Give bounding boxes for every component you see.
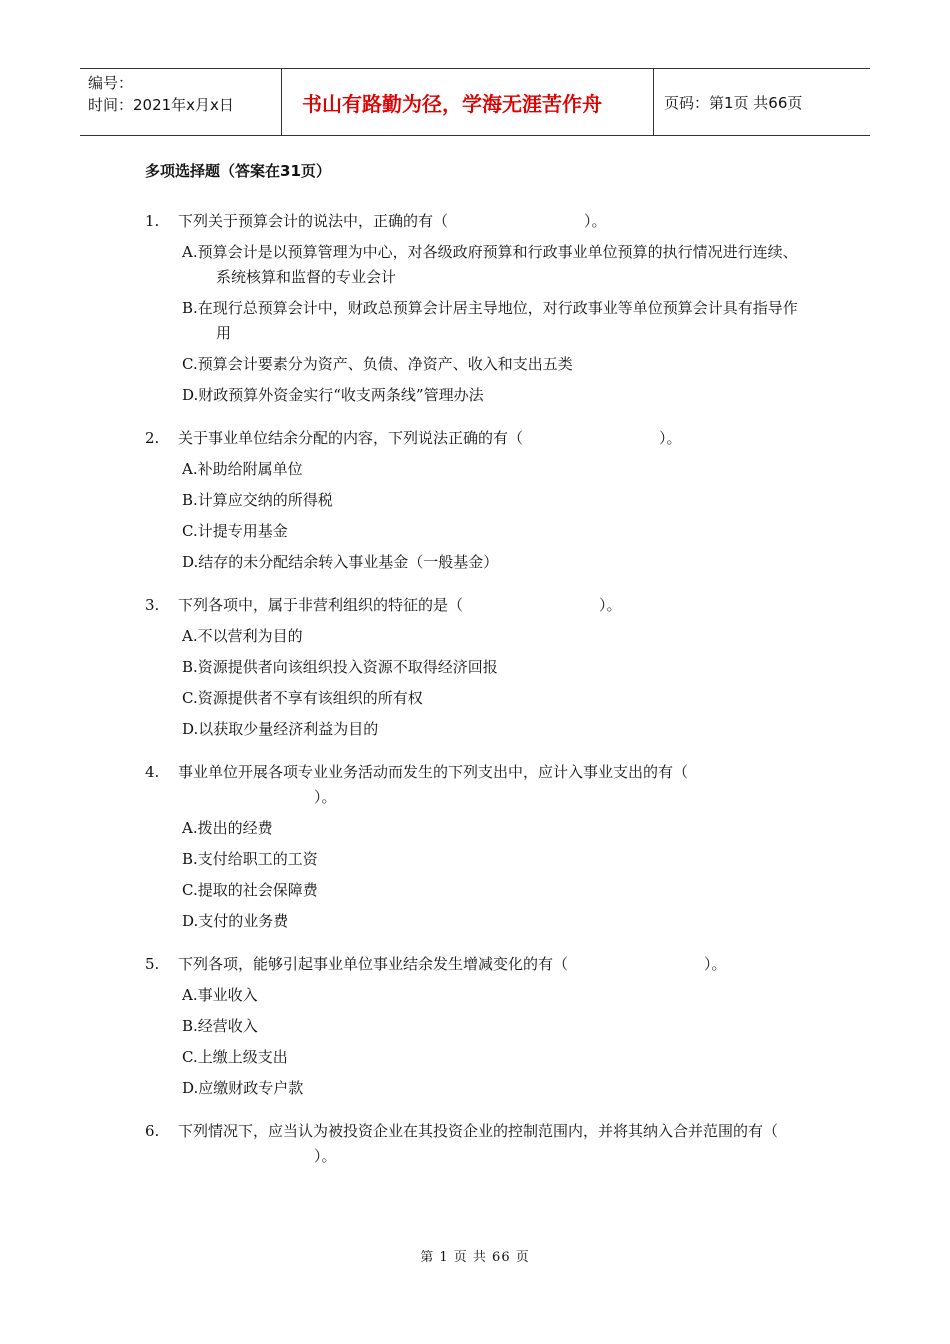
- question-text-pre: 事业单位开展各项专业业务活动而发生的下列支出中，应计入事业支出的有（: [178, 763, 689, 781]
- question-list: [145, 209, 809, 1187]
- option-item: C.计提专用基金: [182, 522, 288, 540]
- question-text-post: ）。: [314, 788, 337, 806]
- option-item: C.上缴上级支出: [182, 1048, 288, 1066]
- option-item: A.补助给附属单位: [182, 460, 303, 478]
- option-list: [145, 457, 809, 575]
- code-label: 编号：: [88, 74, 134, 92]
- question-text-post: ）。: [659, 429, 682, 447]
- option-item: D.以获取少量经济利益为目的: [182, 720, 379, 738]
- option-list: [145, 240, 809, 408]
- question-stem: [145, 760, 809, 810]
- header-page-info: 页码：第1页 共66页: [664, 93, 803, 112]
- option-item: D.财政预算外资金实行“收支两条线”管理办法: [182, 386, 484, 404]
- question-number: 1.: [145, 212, 160, 230]
- question-item: [145, 209, 809, 408]
- option-item: A.事业收入: [182, 986, 258, 1004]
- question-text-pre: 下列各项中，属于非营利组织的特征的是（: [178, 596, 464, 614]
- option-item: D.支付的业务费: [182, 912, 289, 930]
- option-list: [145, 983, 809, 1101]
- question-number: 4.: [145, 763, 160, 781]
- question-number: 3.: [145, 596, 160, 614]
- option-item: D.应缴财政专户款: [182, 1079, 304, 1097]
- option-list: [145, 624, 809, 742]
- question-text: [178, 209, 809, 234]
- time-label: 时间：2021年x月x日: [88, 96, 234, 114]
- option-item: A.拨出的经费: [182, 819, 273, 837]
- question-text-pre: 下列各项，能够引起事业单位事业结余发生增减变化的有（: [178, 955, 569, 973]
- option-item: B.计算应交纳的所得税: [182, 491, 333, 509]
- question-text-pre: 下列关于预算会计的说法中，正确的有（: [178, 212, 449, 230]
- question-stem: [145, 209, 809, 234]
- question-text-pre: 关于事业单位结余分配的内容，下列说法正确的有（: [178, 429, 524, 447]
- option-item: D.结存的未分配结余转入事业基金（一般基金）: [182, 553, 499, 571]
- question-number: 5.: [145, 955, 160, 973]
- question-item: [145, 952, 809, 1101]
- question-text-pre: 下列情况下，应当认为被投资企业在其投资企业的控制范围内，并将其纳入合并范围的有（: [178, 1122, 779, 1140]
- question-stem: [145, 1119, 809, 1169]
- header-meta: [80, 69, 282, 135]
- option-item: A.预算会计是以预算管理为中心，对各级政府预算和行政事业单位预算的执行情况进行连续、系统核算和监督的专业会计: [182, 243, 798, 286]
- question-text: [178, 952, 809, 977]
- option-item: B.在现行总预算会计中，财政总预算会计居主导地位，对行政事业等单位预算会计具有指导作用: [182, 299, 798, 342]
- question-text: [178, 760, 809, 810]
- question-text-post: ）。: [314, 1147, 337, 1165]
- question-item: [145, 1119, 809, 1169]
- question-text: [178, 1119, 809, 1169]
- question-stem: [145, 952, 809, 977]
- option-item: B.资源提供者向该组织投入资源不取得经济回报: [182, 658, 498, 676]
- question-stem: [145, 426, 809, 451]
- question-text-post: ）。: [599, 596, 622, 614]
- option-item: C.资源提供者不享有该组织的所有权: [182, 689, 423, 707]
- question-text-post: ）。: [584, 212, 607, 230]
- question-stem: [145, 593, 809, 618]
- question-number: 6.: [145, 1122, 160, 1140]
- question-item: [145, 593, 809, 742]
- question-item: [145, 426, 809, 575]
- question-text-post: ）。: [704, 955, 727, 973]
- option-item: A.不以营利为目的: [182, 627, 303, 645]
- option-item: B.经营收入: [182, 1017, 258, 1035]
- option-list: [145, 816, 809, 934]
- option-item: C.预算会计要素分为资产、负债、净资产、收入和支出五类: [182, 355, 573, 373]
- question-item: [145, 760, 809, 934]
- option-item: B.支付给职工的工资: [182, 850, 318, 868]
- section-title: 多项选择题（答案在31页）: [145, 162, 331, 180]
- page-footer: 第 1 页 共 66 页: [420, 1250, 530, 1265]
- option-item: C.提取的社会保障费: [182, 881, 318, 899]
- page-header: [80, 68, 870, 136]
- question-number: 2.: [145, 429, 160, 447]
- question-text: [178, 593, 809, 618]
- question-text: [178, 426, 809, 451]
- header-motto: 书山有路勤为径，学海无涯苦作舟: [282, 69, 654, 135]
